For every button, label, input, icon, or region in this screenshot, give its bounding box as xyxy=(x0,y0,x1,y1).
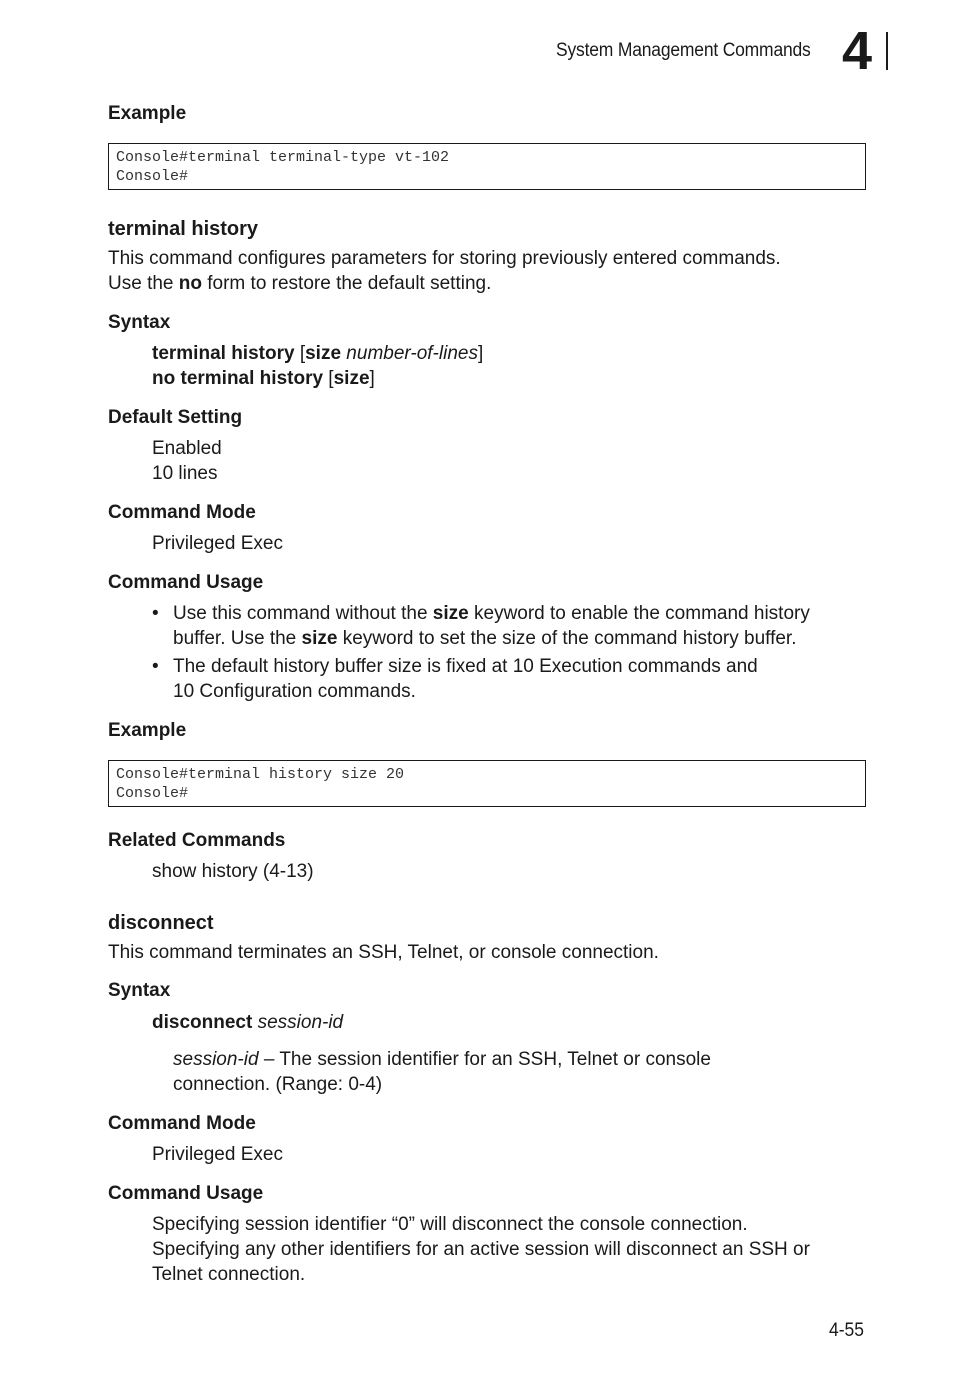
chapter-divider xyxy=(886,32,888,70)
page-number: 4-55 xyxy=(829,1320,864,1341)
parameter-description: session-id – The session identifier for an SSH, Telnet or console connection. (Range: 0-4) xyxy=(173,1049,711,1095)
syntax-heading: Syntax xyxy=(108,312,171,333)
related-commands-heading: Related Commands xyxy=(108,830,286,851)
syntax-line: no terminal history [size] xyxy=(152,368,375,389)
command-title: disconnect xyxy=(108,912,214,934)
command-description xyxy=(108,246,781,296)
default-setting-heading: Default Setting xyxy=(108,407,243,428)
description-line: This command configures parameters for storing previously entered commands. xyxy=(108,248,781,269)
keyword: size xyxy=(301,628,338,649)
command-usage-heading: Command Usage xyxy=(108,1183,264,1204)
parameter-name: session-id xyxy=(173,1049,259,1070)
code-line: Console#terminal history size 20 xyxy=(116,766,405,783)
usage-bullet: The default history buffer size is fixed at 10 Execution commands and 10 Configuration commands. xyxy=(173,656,758,702)
syntax-heading: Syntax xyxy=(108,980,171,1001)
description-line: Use the no form to restore the default setting. xyxy=(108,273,492,294)
code-example-box xyxy=(108,760,866,807)
command-usage-heading: Command Usage xyxy=(108,572,264,593)
default-values xyxy=(152,436,222,486)
running-header: System Management Commands xyxy=(556,40,811,61)
syntax-line: terminal history [size number-of-lines] xyxy=(152,343,484,364)
command-description: This command terminates an SSH, Telnet, or console connection. xyxy=(108,942,659,963)
default-value: 10 lines xyxy=(152,463,218,484)
example-heading: Example xyxy=(108,103,187,124)
keyword: size xyxy=(432,603,469,624)
command-mode-heading: Command Mode xyxy=(108,502,256,523)
bullet-marker: • xyxy=(152,656,159,677)
command-mode-value: Privileged Exec xyxy=(152,533,283,554)
usage-paragraph: Specifying session identifier “0” will disconnect the console connection. Specifying any other identifiers for an active session will disconnect an SSH or Telnet connection. xyxy=(152,1214,810,1285)
usage-bullet: Use this command without the size keyword to enable the command history buffer. Use the size keyword to set the size of the command history buffer. xyxy=(173,603,810,649)
example-heading: Example xyxy=(108,720,187,741)
command-mode-heading: Command Mode xyxy=(108,1113,256,1134)
syntax-line: disconnect session-id xyxy=(152,1012,344,1033)
code-line: Console# xyxy=(116,168,189,185)
syntax-block xyxy=(152,341,483,391)
bullet-marker: • xyxy=(152,603,159,624)
command-mode-value: Privileged Exec xyxy=(152,1144,283,1165)
chapter-number: 4 xyxy=(842,21,873,81)
code-example-box xyxy=(108,143,866,190)
code-line: Console#terminal terminal-type vt-102 xyxy=(116,149,450,166)
command-title: terminal history xyxy=(108,218,259,240)
keyword: no xyxy=(178,273,202,294)
default-value: Enabled xyxy=(152,438,222,459)
code-line: Console# xyxy=(116,785,189,802)
related-command-link[interactable]: show history (4-13) xyxy=(152,861,314,882)
